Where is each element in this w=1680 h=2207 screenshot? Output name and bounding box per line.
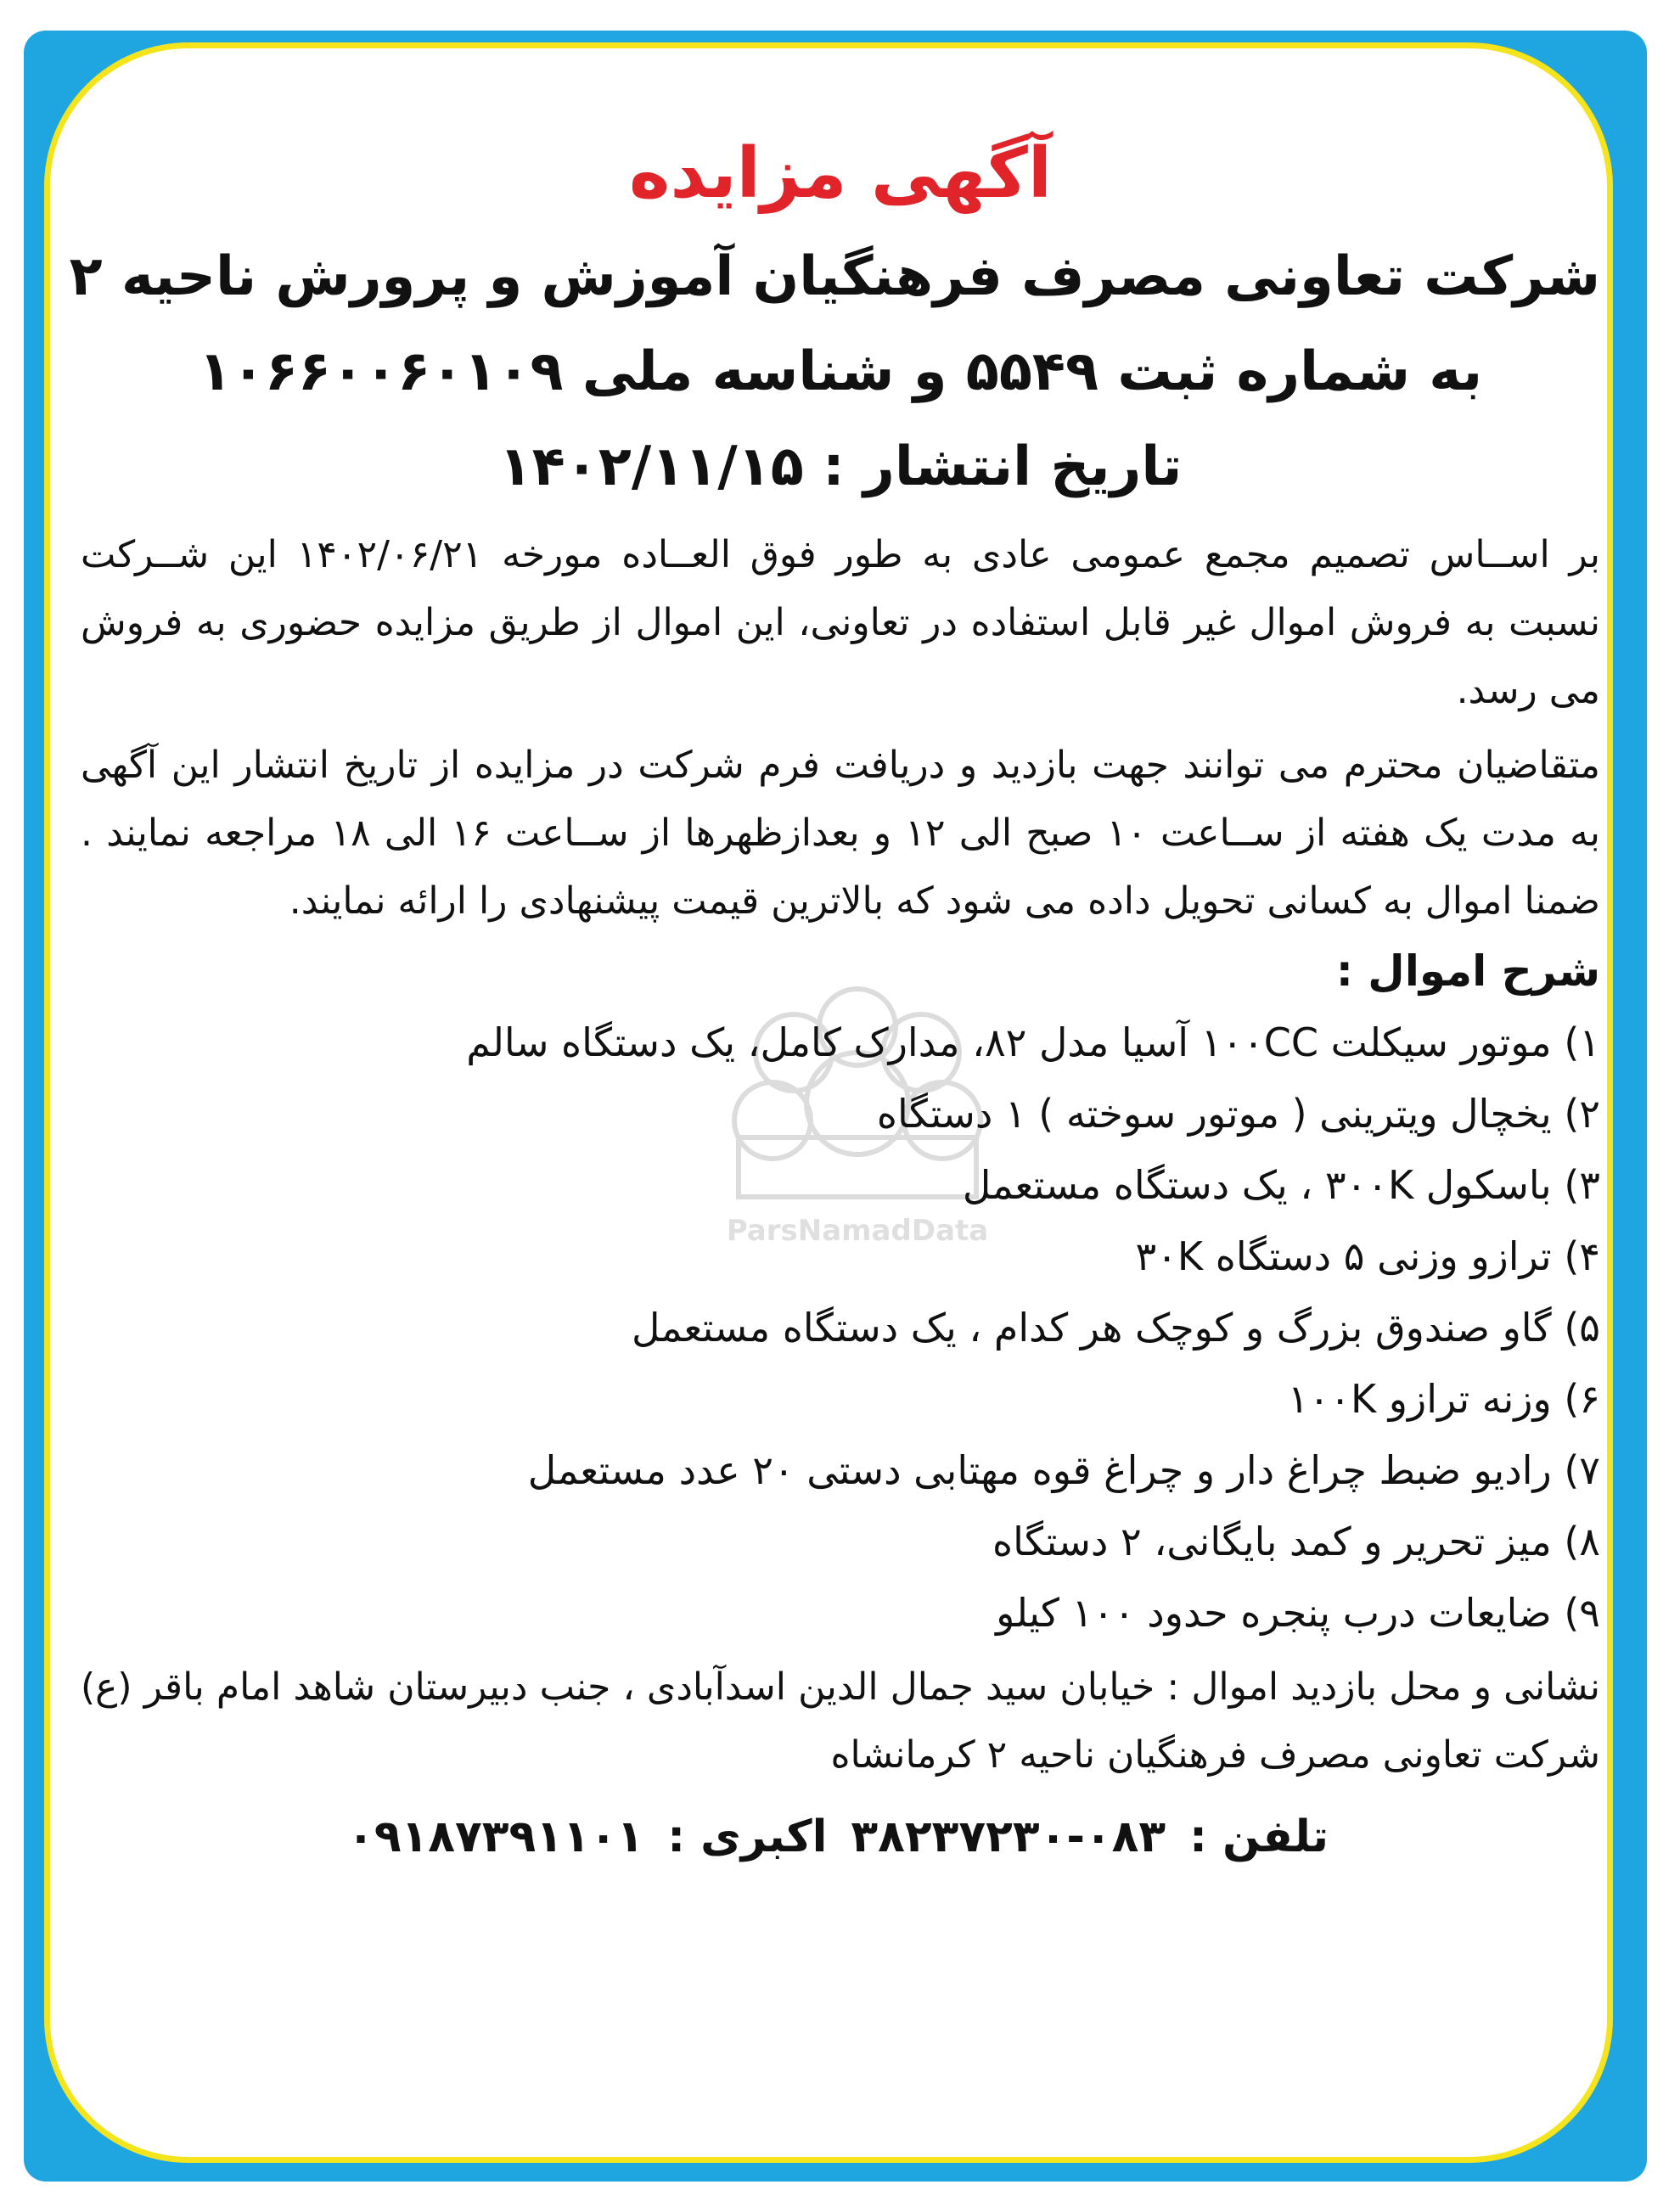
paragraph-decision: بر اســاس تصمیم مجمع عمومی عادی به طور فوق العــاده مورخه ۱۴۰۲/۰۶/۲۱ این شــرکت نسبت به فروش اموال غیر قابل استفاده در تعاونی، این اموال از طریق مزایده حضوری به فروش می رسد. xyxy=(81,533,1600,712)
auction-notice xyxy=(69,127,1601,1876)
mobile-number: ۰۹۱۸۷۳۹۱۱۰۱ xyxy=(347,1811,644,1862)
registration-line: به شماره ثبت ۵۵۴۹ و شناسه ملی ۱۰۶۶۰۰۶۰۱۰۹ xyxy=(198,340,1483,403)
paragraph-visit: متقاضیان محترم می توانند جهت بازدید و دریافت فرم شرکت در مزایده از تاریخ انتشار این آگهی به مدت یک هفته از ســاعت ۱۰ صبح الی ۱۲ و بعدازظهرها از ســاعت ۱۶ الی ۱۸ مراجعه نمایند . ضمنا اموال به کسانی تحویل داده می شود که بالاترین قیمت پیشنهادی را ارائه نمایند. xyxy=(81,744,1601,923)
publish-date-line: تاریخ انتشار : ۱۴۰۲/۱۱/۱۵ xyxy=(498,435,1183,498)
list-item: ۶) وزنه ترازو ۱۰۰K xyxy=(1287,1376,1600,1422)
list-item: ۲) یخچال ویترینی ( موتور سوخته ) ۱ دستگاه xyxy=(876,1091,1600,1137)
phone-number: ۰۸۳-۳۸۲۳۷۲۳۰ xyxy=(851,1811,1166,1862)
address: نشانی و محل بازدید اموال : خیابان سید جمال الدین اسدآبادی ، جنب دبیرستان شاهد امام باقر (ع) شرکت تعاونی مصرف فرهنگیان ناحیه ۲ کرمانشاه xyxy=(81,1665,1600,1777)
list-item: ۸) میز تحریر و کمد بایگانی، ۲ دستگاه xyxy=(992,1519,1600,1564)
phone-label: تلفن : xyxy=(1189,1811,1329,1862)
notice-title: آگهی مزایده xyxy=(629,133,1052,214)
items-title: شرح اموال : xyxy=(1335,946,1600,996)
list-item: ۴) ترازو وزنی ۵ دستگاه ۳۰K xyxy=(1135,1233,1600,1279)
list-item: ۵) گاو صندوق بزرگ و کوچک هر کدام ، یک دستگاه مستعمل xyxy=(631,1305,1600,1351)
company-line: شرکت تعاونی مصرف فرهنگیان آموزش و پرورش ناحیه ۲ xyxy=(69,245,1600,308)
items-list xyxy=(81,1007,1600,1648)
list-item: ۳) باسکول ۳۰۰K ، یک دستگاه مستعمل xyxy=(962,1162,1600,1208)
contact-line xyxy=(81,1798,1600,1876)
list-item: ۹) ضایعات درب پنجره حدود ۱۰۰ کیلو xyxy=(996,1590,1600,1636)
contact-person: اکبری : xyxy=(667,1811,828,1862)
list-item: ۱) موتور سیکلت ۱۰۰CC آسیا مدل ۸۲، مدارک کامل، یک دستگاه سالم xyxy=(466,1019,1600,1065)
list-item: ۷) رادیو ضبط چراغ دار و چراغ قوه مهتابی دستی ۲۰ عدد مستعمل xyxy=(527,1447,1600,1493)
